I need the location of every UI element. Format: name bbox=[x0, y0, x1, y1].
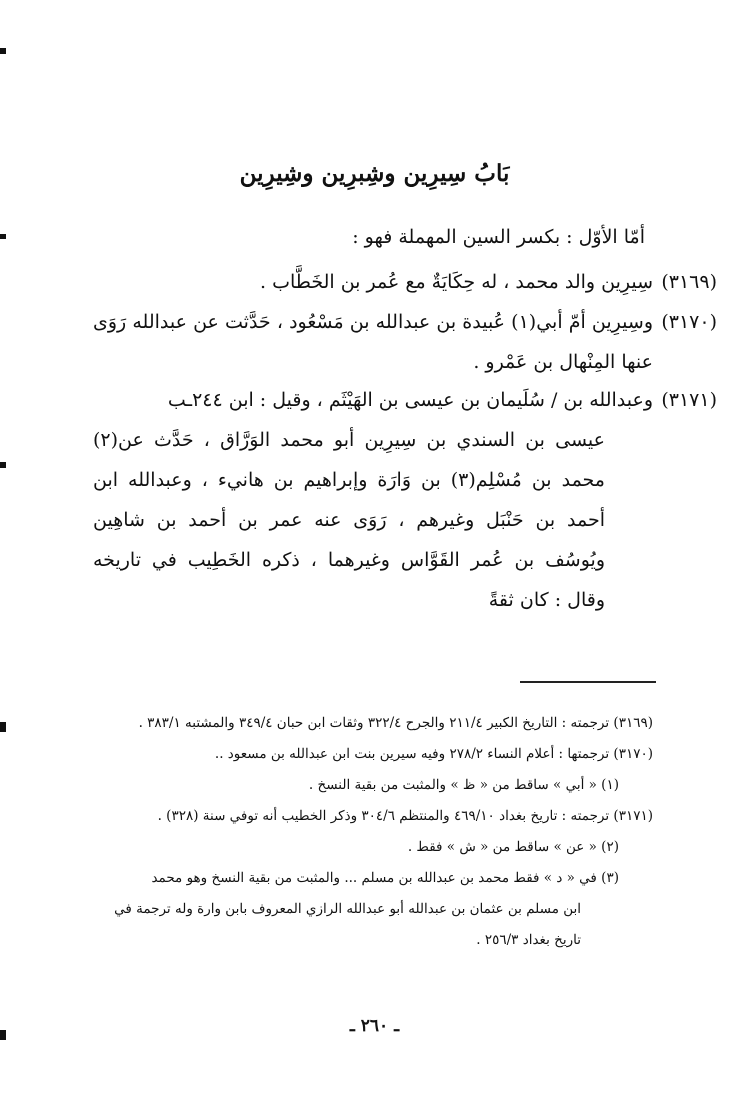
scan-mark bbox=[0, 48, 6, 54]
page-number: ـ ٢٦٠ ـ bbox=[349, 1016, 400, 1036]
scan-mark bbox=[0, 722, 6, 732]
entry-text: وسِيرِين أمّ أبي(١) عُبيدة بن عبدالله بن مَسْعُود ، حَدَّثت عن عبدالله رَوَى عنها المِنْهال بن عَمْرو . bbox=[93, 311, 653, 373]
footnote-line: ابن مسلم بن عثمان بن عبدالله أبو عبدالله الرازي المعروف بابن وارة وله ترجمة في bbox=[114, 901, 581, 917]
entry-3170 bbox=[93, 302, 717, 382]
footnote-line: (٢) « عن » ساقط من « ش » فقط . bbox=[407, 839, 619, 855]
entry-3171 bbox=[93, 380, 717, 620]
entry-number: (٣١٧٠) bbox=[661, 311, 717, 333]
footnote-line: (٣) في « د » فقط محمد بن عبدالله بن مسلم ... والمثبت من بقية النسخ وهو محمد bbox=[151, 870, 619, 886]
scan-mark bbox=[0, 462, 6, 468]
footnote-line: (٣١٦٩) ترجمته : التاريخ الكبير ٢١١/٤ والجرح ٣٢٢/٤ وثقات ابن حبان ٣٤٩/٤ والمشتبه ٣٨٣/١ . bbox=[138, 715, 653, 731]
footnote-line: (٣١٧١) ترجمته : تاريخ بغداد ٤٦٩/١٠ والمنتظم ٣٠٤/٦ وذكر الخطيب أنه توفي سنة (٣٢٨) . bbox=[157, 808, 653, 824]
entry-text: عيسى بن السندي بن سِيرِين أبو محمد الوَرَّاق ، حَدَّث عن(٢) محمد بن مُسْلِم(٣) بن وَارَة وإبراهيم بن هانيء ، وعبدالله ابن أحمد بن حَنْبَل وغيرهم ، رَوَى عنه عمر بن أحمد بن شاهِين ويُوسُف بن عُمر القَوَّاس وغيرهما ، ذكره الخَطِيب في تاريخه وقال : كان ثقةً bbox=[93, 429, 605, 611]
entry-first-line: وعبدالله بن / سُلَيمان بن عيسى بن الهَيْثَم ، وقيل : ابن ٢٤٤ـب bbox=[167, 389, 653, 411]
footnote-line: (٣١٧٠) ترجمتها : أعلام النساء ٢٧٨/٢ وفيه سيرين بنت ابن عبدالله بن مسعود .. bbox=[214, 746, 653, 762]
footnotes bbox=[73, 708, 653, 956]
scan-mark bbox=[0, 234, 6, 239]
chapter-title: بَابُ سِيرِين وشِبرِين وشِيرِين bbox=[239, 160, 510, 187]
intro-line: أمّا الأوّل : بكسر السين المهملة فهو : bbox=[352, 226, 645, 248]
entry-text: سِيرِين والد محمد ، له حِكَايَةٌ مع عُمر بن الخَطَّاب . bbox=[260, 271, 653, 293]
footnote-separator bbox=[520, 681, 656, 683]
footnote-line: (١) « أبي » ساقط من « ظ » والمثبت من بقية النسخ . bbox=[308, 777, 619, 793]
entry-3169 bbox=[93, 262, 717, 302]
entry-number: (٣١٦٩) bbox=[661, 271, 717, 293]
entry-number: (٣١٧١) bbox=[661, 389, 717, 411]
footnote-line: تاريخ بغداد ٢٥٦/٣ . bbox=[476, 932, 581, 948]
